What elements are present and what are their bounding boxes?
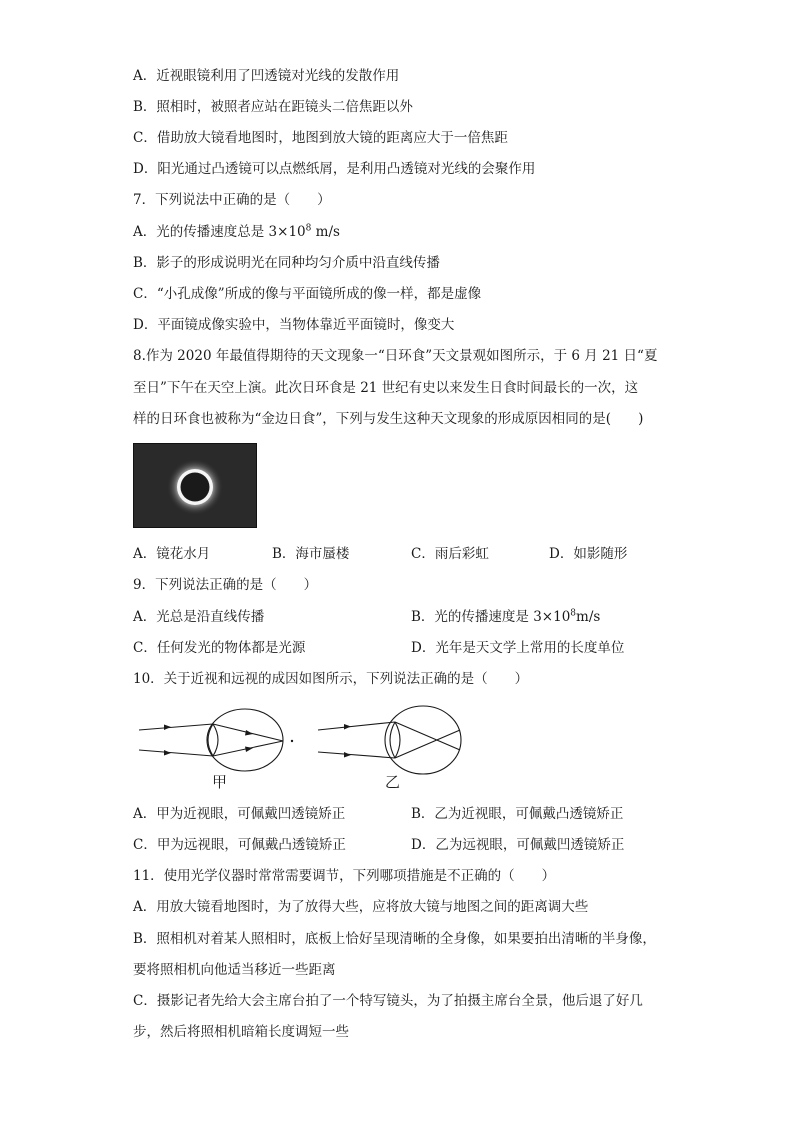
q7-option-a: [133, 222, 340, 242]
q7-option-c: C．“小孔成像”所成的像与平面镜所成的像一样，都是虚像: [133, 286, 482, 302]
q8-stem-line-1: 8.作为 2020 年最值得期待的天文现象一“日环食”天文景观如图所示，于 6 月 21 日“夏: [133, 348, 658, 364]
q11-option-a: A．用放大镜看地图时，为了放得大些，应将放大镜与地图之间的距离调大些: [133, 899, 589, 915]
q10-stem: 10．关于近视和远视的成因如图所示，下列说法正确的是（ ）: [133, 671, 529, 687]
q8-option-b: B．海市蜃楼: [272, 546, 350, 562]
q9-option-b-unit: m/s: [576, 609, 601, 625]
annular-eclipse-icon: [133, 443, 257, 528]
q6-option-b: B．照相时，被照者应站在距镜头二倍焦距以外: [133, 99, 413, 115]
q8-option-a: A．镜花水月: [133, 546, 211, 562]
q9-option-d: D．光年是天文学上常用的长度单位: [411, 640, 625, 656]
q8-option-c: C．雨后彩虹: [411, 546, 489, 562]
q11-stem: 11．使用光学仪器时常常需要调节，下列哪项措施是不正确的（ ）: [133, 868, 556, 884]
q9-option-a: A．光总是沿直线传播: [133, 609, 265, 625]
q9-option-b: [411, 607, 600, 627]
q9-stem: 9．下列说法正确的是（ ）: [133, 577, 318, 593]
q10-option-d: D．乙为远视眼，可佩戴凹透镜矫正: [411, 837, 625, 853]
eye-diagram-figure: [133, 700, 473, 795]
q11-option-b-line-2: 要将照相机向他适当移近一些距离: [133, 962, 336, 978]
q10-option-b: B．乙为近视眼，可佩戴凸透镜矫正: [411, 806, 624, 822]
q8-stem-line-2: 至日”下午在天空上演。此次日环食是 21 世纪有史以来发生日食时间最长的一次，这: [133, 380, 639, 396]
q8-option-d: D．如影随形: [549, 546, 628, 562]
q9-option-b-text: B．光的传播速度是 3×10: [411, 609, 571, 625]
q9-option-b-exponent: 8: [570, 608, 577, 619]
fig-label-jia: 甲: [212, 773, 228, 791]
q11-option-c-line-1: C．摄影记者先给大会主席台拍了一个特写镜头，为了拍摄主席台全景，他后退了好几: [133, 993, 643, 1009]
q6-option-d: D．阳光通过凸透镜可以点燃纸屑，是利用凸透镜对光线的会聚作用: [133, 161, 536, 177]
q7-option-a-unit: m/s: [311, 224, 340, 240]
q9-option-c: C．任何发光的物体都是光源: [133, 640, 306, 656]
q8-stem-line-3: 样的日环食也被称为“金边日食”，下列与发生这种天文现象的形成原因相同的是( ): [133, 411, 644, 427]
q6-option-a: A．近视眼镜利用了凹透镜对光线的发散作用: [133, 68, 400, 84]
q11-option-c-line-2: 步，然后将照相机暗箱长度调短一些: [133, 1024, 349, 1040]
q10-option-a: A．甲为近视眼，可佩戴凹透镜矫正: [133, 806, 346, 822]
q7-option-a-exponent: 8: [305, 223, 312, 234]
q7-option-a-text: A．光的传播速度总是 3×10: [133, 224, 306, 240]
q11-option-b-line-1: B．照相机对着某人照相时，底板上恰好呈现清晰的全身像，如果要拍出清晰的半身像，: [133, 931, 656, 947]
eye-diagram: [133, 700, 473, 799]
q7-option-d: D．平面镜成像实验中，当物体靠近平面镜时，像变大: [133, 317, 455, 333]
fig-label-yi: 乙: [385, 773, 401, 791]
q7-stem: 7．下列说法中正确的是（ ）: [133, 192, 331, 208]
annular-eclipse-photo: [133, 443, 257, 532]
q10-option-c: C．甲为远视眼，可佩戴凸透镜矫正: [133, 837, 346, 853]
q7-option-b: B．影子的形成说明光在同种均匀介质中沿直线传播: [133, 255, 440, 271]
q6-option-c: C．借助放大镜看地图时，地图到放大镜的距离应大于一倍焦距: [133, 130, 508, 146]
